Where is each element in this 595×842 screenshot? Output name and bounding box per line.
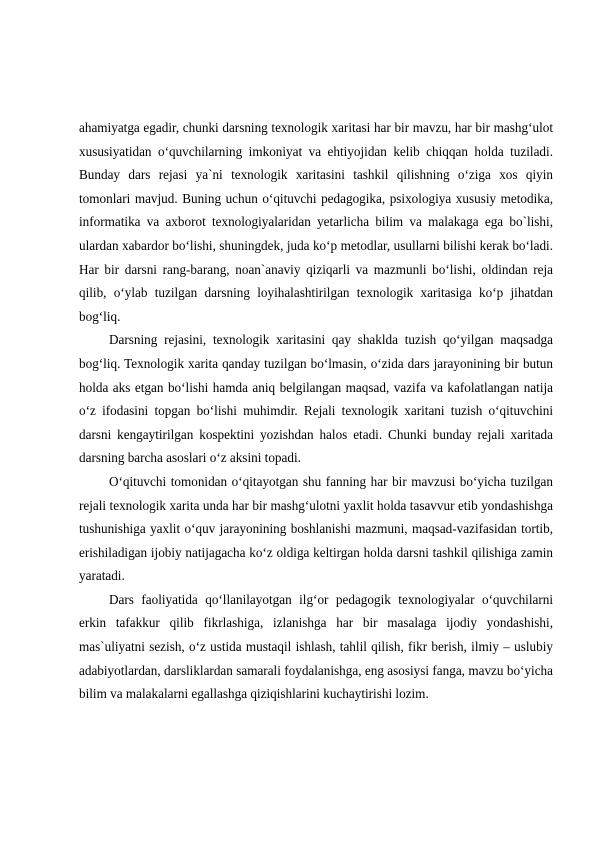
paragraph-2: Darsning rejasini, texnologik xaritasini qay shaklda tuzish qo‘yilgan maqsadga bog‘liq. Texnologik xarita qanday tuzilgan bo‘lmasin, o‘zida dars jarayonining bir butun holda aks etgan bo‘lishi hamda aniq belgilangan maqsad, vazifa va kafolatlangan natija o‘z ifodasini topgan bo‘lishi muhimdir. Rejali texnologik xaritani tuzish o‘qituvchini darsni kengaytirilgan kospektini yozishdan halos etadi. Chunki bunday rejali xaritada darsning barcha asoslari o‘z aksini topadi. [79, 332, 553, 466]
document-page [79, 116, 553, 706]
paragraph-3: O‘qituvchi tomonidan o‘qitayotgan shu fanning har bir mavzusi bo‘yicha tuzilgan rejali texnologik xarita unda har bir mashg‘ulotni yaxlit holda tasavvur etib yondashishga tushunishiga yaxlit o‘quv jarayonining boshlanishi mazmuni, maqsad-vazifasidan tortib, erishiladigan ijobiy natijagacha ko‘z oldiga keltirgan holda darsni tashkil qilishiga zamin yaratadi. [79, 473, 553, 584]
paragraph-1: ahamiyatga egadir, chunki darsning texnologik xaritasi har bir mavzu, har bir mashg‘ulot xususiyatidan o‘quvchilarning imkoniyat va ehtiyojidan kelib chiqqan holda tuziladi. Bunday dars rejasi ya`ni texnologik xaritasini tashkil qilishning o‘ziga xos qiyin tomonlari mavjud. Buning uchun o‘qituvchi pedagogika, psixologiya xususiy metodika, informatika va axborot texnologiyalaridan yetarlicha bilim va malakaga ega bo`lishi, ulardan xabardor bo‘lishi, shuningdek, juda ko‘p metodlar, usullarni bilishi kerak bo‘ladi. Har bir darsni rang-barang, noan`anaviy qiziqarli va mazmunli bo‘lishi, oldindan reja qilib, o‘ylab tuzilgan darsning loyihalashtirilgan texnologik xaritasiga ko‘p jihatdan bog‘liq. [79, 120, 553, 324]
paragraph-4: Dars faoliyatida qo‘llanilayotgan ilg‘or pedagogik texnologiyalar o‘quvchilarni erkin tafakkur qilib fikrlashiga, izlanishga har bir masalaga ijodiy yondashishi, mas`uliyatni sezish, o‘z ustida mustaqil ishlash, tahlil qilish, fikr berish, ilmiy – uslubiy adabiyotlardan, darsliklardan samarali foydalanishga, eng asosiysi fanga, mavzu bo‘yicha bilim va malakalarni egallashga qiziqishlarini kuchaytirishi lozim. [79, 591, 553, 702]
